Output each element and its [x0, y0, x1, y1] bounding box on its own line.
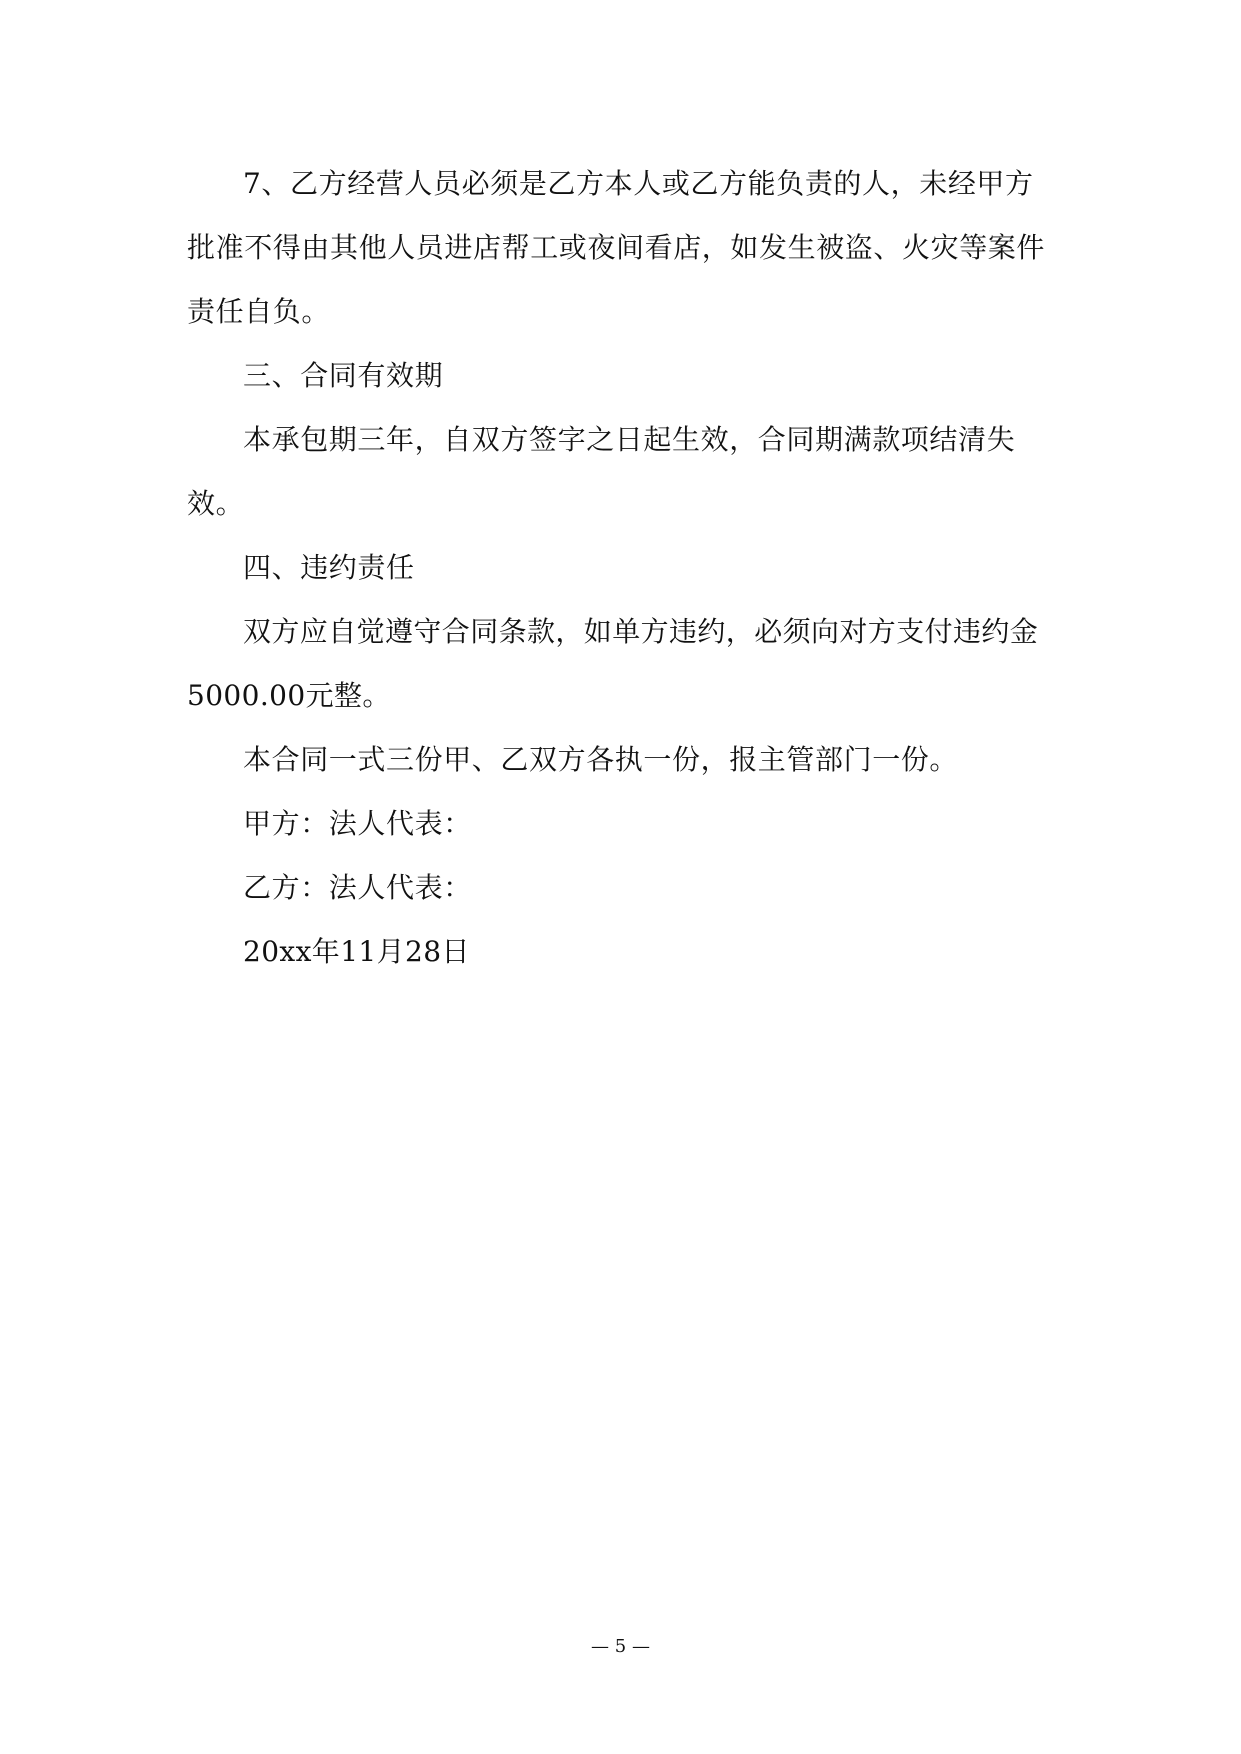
party-a-signature-line: 甲方：法人代表： [243, 807, 472, 840]
liability-paragraph: 双方应自觉遵守合同条款，如单方违约，必须向对方支付违约金5000.00元整。 [187, 615, 1039, 712]
page-number: — 5 — [591, 1636, 650, 1657]
party-b-signature-line: 乙方：法人代表： [243, 871, 472, 904]
validity-paragraph: 本承包期三年，自双方签字之日起生效，合同期满款项结清失效。 [187, 423, 1016, 520]
copies-paragraph: 本合同一式三份甲、乙双方各执一份，报主管部门一份。 [243, 743, 959, 776]
section-heading-liability: 四、违约责任 [243, 551, 415, 584]
date-line: 20xx年11月28日 [243, 935, 470, 968]
document-body [187, 152, 1057, 984]
clause-7-paragraph: 7、乙方经营人员必须是乙方本人或乙方能负责的人，未经甲方批准不得由其他人员进店帮工或夜间看店，如发生被盗、火灾等案件责任自负。 [187, 167, 1046, 328]
section-heading-validity: 三、合同有效期 [243, 359, 444, 392]
